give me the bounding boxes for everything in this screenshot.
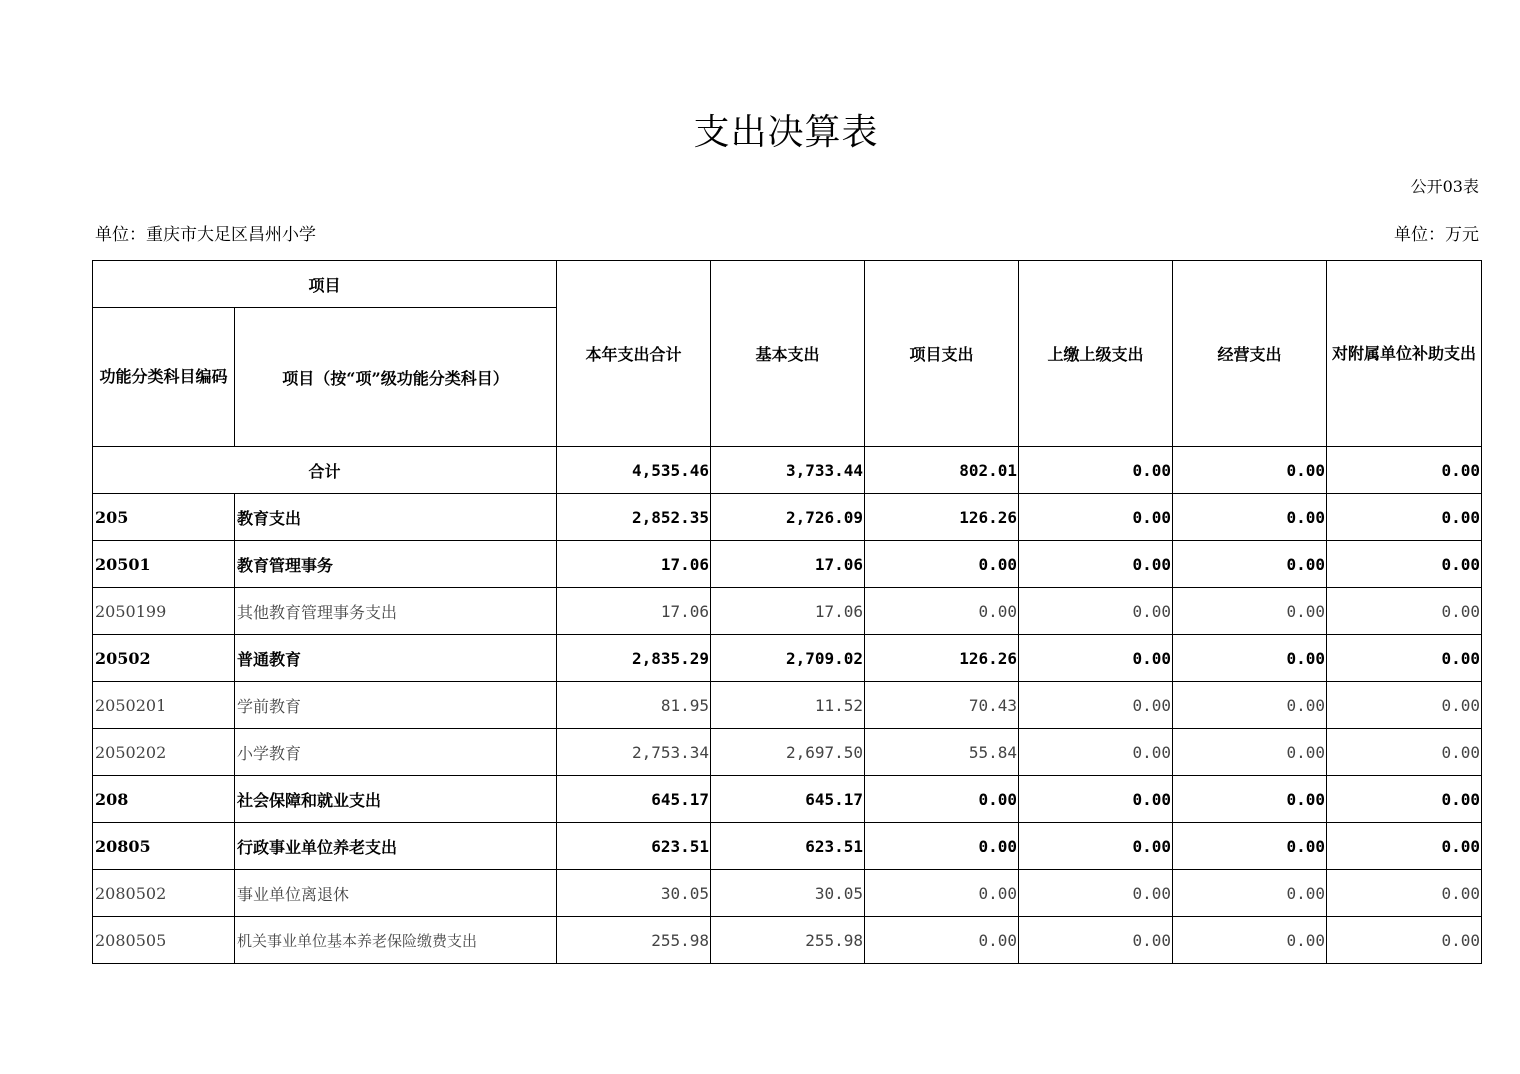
- item-name-cell: 小学教育: [235, 729, 557, 776]
- function-code-cell: 208: [93, 776, 235, 823]
- amount-cell: 645.17: [711, 776, 865, 823]
- header-basic-expenditure: 基本支出: [711, 261, 865, 447]
- function-code-cell: 2080502: [93, 870, 235, 917]
- item-name-cell: 教育支出: [235, 494, 557, 541]
- amount-cell: 0.00: [1173, 494, 1327, 541]
- amount-cell: 0.00: [1019, 494, 1173, 541]
- amount-cell: 2,753.34: [557, 729, 711, 776]
- amount-cell: 0.00: [1327, 917, 1482, 964]
- function-code-cell: 20501: [93, 541, 235, 588]
- function-code-cell: 2050202: [93, 729, 235, 776]
- function-code-cell: 205: [93, 494, 235, 541]
- amount-cell: 0.00: [1173, 541, 1327, 588]
- amount-cell: 0.00: [1173, 588, 1327, 635]
- amount-cell: 30.05: [711, 870, 865, 917]
- header-upper-payment: 上缴上级支出: [1019, 261, 1173, 447]
- function-code-cell: 20502: [93, 635, 235, 682]
- amount-cell: 0.00: [1019, 682, 1173, 729]
- amount-cell: 0.00: [1173, 682, 1327, 729]
- amount-cell: 0.00: [1327, 729, 1482, 776]
- amount-cell: 0.00: [1019, 635, 1173, 682]
- amount-cell: 0.00: [1173, 870, 1327, 917]
- table-row: [93, 823, 1482, 870]
- amount-cell: 0.00: [1019, 776, 1173, 823]
- total-cell: 0.00: [1019, 447, 1173, 494]
- amount-cell: 2,852.35: [557, 494, 711, 541]
- amount-cell: 0.00: [865, 541, 1019, 588]
- table-row: [93, 635, 1482, 682]
- amount-cell: 0.00: [1173, 776, 1327, 823]
- amount-cell: 0.00: [1327, 870, 1482, 917]
- amount-cell: 0.00: [865, 776, 1019, 823]
- total-cell: 0.00: [1327, 447, 1482, 494]
- amount-cell: 0.00: [1019, 917, 1173, 964]
- function-code-cell: 20805: [93, 823, 235, 870]
- amount-cell: 30.05: [557, 870, 711, 917]
- item-name-cell: 事业单位离退休: [235, 870, 557, 917]
- total-cell: 0.00: [1173, 447, 1327, 494]
- expenditure-table: [92, 260, 1482, 964]
- form-number: 公开03表: [1410, 177, 1479, 196]
- amount-cell: 126.26: [865, 635, 1019, 682]
- header-total-expenditure: 本年支出合计: [557, 261, 711, 447]
- amount-cell: 0.00: [1327, 823, 1482, 870]
- amount-cell: 623.51: [557, 823, 711, 870]
- amount-cell: 255.98: [711, 917, 865, 964]
- amount-cell: 0.00: [1019, 729, 1173, 776]
- table-row: [93, 870, 1482, 917]
- item-name-cell: 其他教育管理事务支出: [235, 588, 557, 635]
- header-project-group: 项目: [93, 261, 557, 308]
- amount-cell: 0.00: [1173, 917, 1327, 964]
- amount-cell: 0.00: [865, 917, 1019, 964]
- item-name-cell: 机关事业单位基本养老保险缴费支出: [235, 917, 557, 964]
- amount-cell: 0.00: [1173, 823, 1327, 870]
- item-name-cell: 学前教育: [235, 682, 557, 729]
- header-project-expenditure: 项目支出: [865, 261, 1019, 447]
- amount-cell: 0.00: [1327, 635, 1482, 682]
- amount-cell: 255.98: [557, 917, 711, 964]
- item-name-cell: 教育管理事务: [235, 541, 557, 588]
- amount-cell: 0.00: [1019, 823, 1173, 870]
- function-code-cell: 2050199: [93, 588, 235, 635]
- amount-cell: 2,697.50: [711, 729, 865, 776]
- page-title: 支出决算表: [693, 112, 879, 153]
- function-code-cell: 2050201: [93, 682, 235, 729]
- amount-cell: 0.00: [865, 823, 1019, 870]
- amount-cell: 0.00: [1327, 494, 1482, 541]
- table-row: [93, 682, 1482, 729]
- item-name-cell: 社会保障和就业支出: [235, 776, 557, 823]
- header-business-expenditure: 经营支出: [1173, 261, 1327, 447]
- total-row: [93, 447, 1482, 494]
- amount-cell: 0.00: [1019, 541, 1173, 588]
- amount-cell: 126.26: [865, 494, 1019, 541]
- header-function-code: 功能分类科目编码: [93, 308, 235, 447]
- amount-cell: 0.00: [1327, 776, 1482, 823]
- function-code-cell: 2080505: [93, 917, 235, 964]
- table-row: [93, 729, 1482, 776]
- amount-cell: 623.51: [711, 823, 865, 870]
- amount-cell: 0.00: [1173, 729, 1327, 776]
- amount-cell: 0.00: [1327, 541, 1482, 588]
- total-cell: 3,733.44: [711, 447, 865, 494]
- table-row: [93, 588, 1482, 635]
- amount-cell: 0.00: [865, 870, 1019, 917]
- header-item-name: 项目（按“项”级功能分类科目）: [235, 308, 557, 447]
- amount-cell: 0.00: [1173, 635, 1327, 682]
- amount-cell: 17.06: [557, 588, 711, 635]
- amount-cell: 645.17: [557, 776, 711, 823]
- total-cell: 802.01: [865, 447, 1019, 494]
- amount-cell: 55.84: [865, 729, 1019, 776]
- amount-cell: 2,726.09: [711, 494, 865, 541]
- item-name-cell: 行政事业单位养老支出: [235, 823, 557, 870]
- amount-cell: 0.00: [1019, 870, 1173, 917]
- amount-cell: 70.43: [865, 682, 1019, 729]
- amount-cell: 17.06: [711, 541, 865, 588]
- table-row: [93, 776, 1482, 823]
- amount-cell: 0.00: [1019, 588, 1173, 635]
- amount-cell: 81.95: [557, 682, 711, 729]
- amount-cell: 0.00: [1327, 682, 1482, 729]
- amount-cell: 11.52: [711, 682, 865, 729]
- unit-currency: 单位：万元: [1394, 225, 1479, 245]
- total-label: 合计: [93, 447, 557, 494]
- item-name-cell: 普通教育: [235, 635, 557, 682]
- table-row: [93, 541, 1482, 588]
- amount-cell: 0.00: [865, 588, 1019, 635]
- amount-cell: 17.06: [711, 588, 865, 635]
- header-subsidy: 对附属单位补助支出: [1327, 261, 1482, 447]
- amount-cell: 2,835.29: [557, 635, 711, 682]
- amount-cell: 2,709.02: [711, 635, 865, 682]
- total-cell: 4,535.46: [557, 447, 711, 494]
- table-row: [93, 494, 1482, 541]
- table-row: [93, 917, 1482, 964]
- amount-cell: 0.00: [1327, 588, 1482, 635]
- amount-cell: 17.06: [557, 541, 711, 588]
- unit-organization: 单位：重庆市大足区昌州小学: [95, 225, 316, 245]
